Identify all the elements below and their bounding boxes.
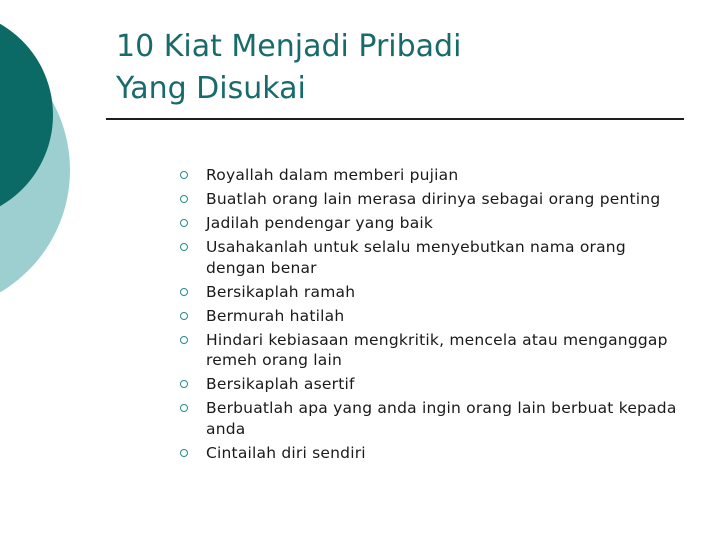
title-underline [106,118,684,120]
list-item-text: Royallah dalam memberi pujian [206,166,459,184]
list-item-text: Jadilah pendengar yang baik [206,214,434,232]
list-item [180,330,680,371]
decorative-circles [0,0,90,300]
list-item [180,237,680,278]
list-item-text: Bersikaplah asertif [206,375,355,393]
list-item-text: Bersikaplah ramah [206,282,356,301]
list-item-text: Cintailah diri sendiri [206,443,366,462]
hollow-circle-icon [180,449,188,457]
list-item-text: Berbuatlah apa yang anda ingin orang lain berbuat kepada anda [206,399,677,438]
hollow-circle-icon [180,404,188,412]
hollow-circle-icon [180,336,188,344]
list-item [180,213,680,234]
hollow-circle-icon [180,312,188,320]
tips-list [180,165,680,467]
list-item-text: Usahakanlah untuk selalu menyebutkan nama orang dengan benar [206,238,626,277]
hollow-circle-icon [180,243,188,251]
list-item [180,306,680,327]
hollow-circle-icon [180,380,188,388]
title-line-2: Yang Disukai [116,71,306,106]
hollow-circle-icon [180,171,188,179]
list-item [180,189,680,210]
list-item [180,374,680,395]
list-item [180,443,680,464]
hollow-circle-icon [180,195,188,203]
list-item-text: Bermurah hatilah [206,306,345,325]
slide-title [116,26,676,110]
hollow-circle-icon [180,288,188,296]
list-item [180,282,680,303]
list-item [180,398,680,439]
hollow-circle-icon [180,219,188,227]
title-line-1: 10 Kiat Menjadi Pribadi [116,29,462,64]
list-item-text: Buatlah orang lain merasa dirinya sebagai orang penting [206,190,661,208]
list-item [180,165,680,186]
list-item-text: Hindari kebiasaan mengkritik, mencela atau menganggap remeh orang lain [206,330,668,369]
